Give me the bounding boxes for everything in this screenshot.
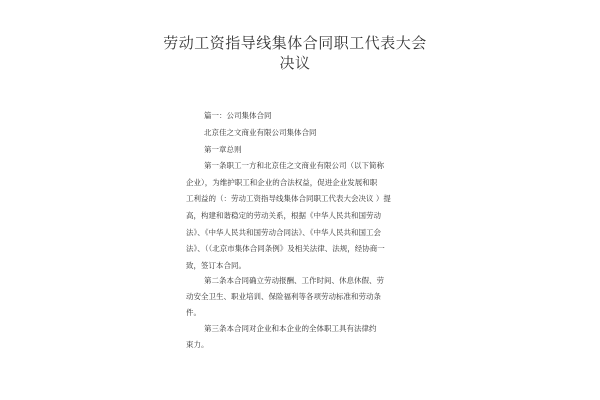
paragraph-line: 企业），为维护职工和企业的合法权益，促进企业发展和职 (186, 178, 378, 187)
paragraph-line: 致，签订本合同。 (186, 261, 246, 270)
paragraph-line: 第三条本合同对企业和本企业的全体职工具有法律约 (204, 324, 377, 333)
paragraph-line: 工利益的（：劳动工资指导线集体合同职工代表大会决议 ）提 (186, 194, 391, 203)
paragraph-line: 法》、（（北京市集体合同条例》及相关法律、法规，经协商一 (186, 244, 385, 253)
paragraph-line: 束力。 (186, 340, 209, 349)
paragraph-line: 件。 (186, 308, 201, 317)
paragraph-line: 第二条本合同确立劳动报酬、工作时间、休息休假、劳 (204, 276, 384, 285)
chapter-heading: 第一章总则 (204, 145, 242, 154)
document-title-line-2: 决议 (279, 54, 311, 72)
article-heading: 篇一：公司集体合同 (204, 111, 272, 120)
company-contract-title: 北京佳之文商业有限公司集体合同 (204, 128, 317, 137)
paragraph-line: 动安全卫生、职业培训、保险福利等各项劳动标准和劳动条 (186, 292, 381, 301)
document-title-line-1: 劳动工资指导线集体合同职工代表大会 (163, 34, 427, 52)
paragraph-line: 法》、《中华人民共和国劳动合同法》、《中华人民共和国工会 (186, 228, 381, 237)
paragraph-line: 第一条职工一方和北京佳之文商业有限公司（以下简称 (204, 161, 384, 170)
paragraph-line: 高，构建和谐稳定的劳动关系，根据《中华人民共和国劳动 (186, 211, 381, 220)
